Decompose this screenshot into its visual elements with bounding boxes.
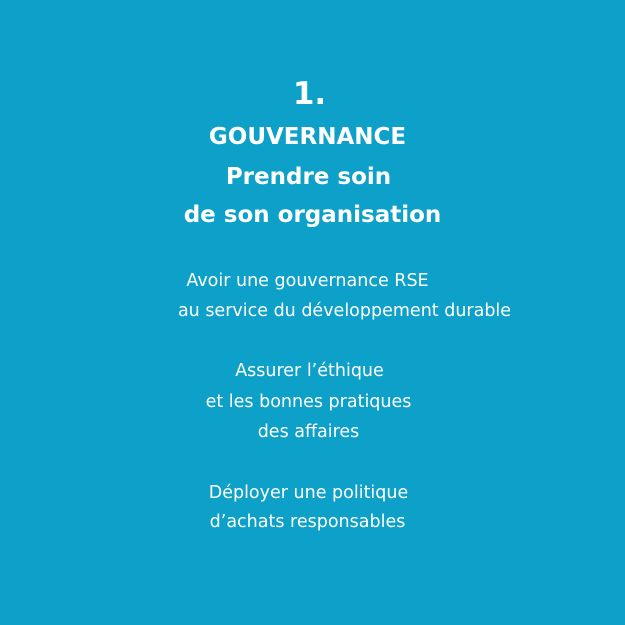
section-subtitle-line-2: de son organisation — [183, 202, 442, 228]
item-purchasing-line-2: d’achats responsables — [209, 512, 406, 532]
item-governance-line-2: au service du développement durable — [177, 301, 512, 321]
item-purchasing-line-1: Déployer une politique — [208, 483, 409, 503]
section-number: 1. — [292, 76, 327, 112]
item-ethics-line-3: des affaires — [257, 422, 360, 442]
item-ethics-line-2: et les bonnes pratiques — [205, 392, 412, 412]
item-ethics-line-1: Assurer l’éthique — [235, 361, 384, 381]
section-title: GOUVERNANCE — [208, 124, 407, 150]
section-subtitle-line-1: Prendre soin — [225, 164, 392, 190]
item-governance-line-1: Avoir une gouvernance RSE — [186, 271, 429, 291]
